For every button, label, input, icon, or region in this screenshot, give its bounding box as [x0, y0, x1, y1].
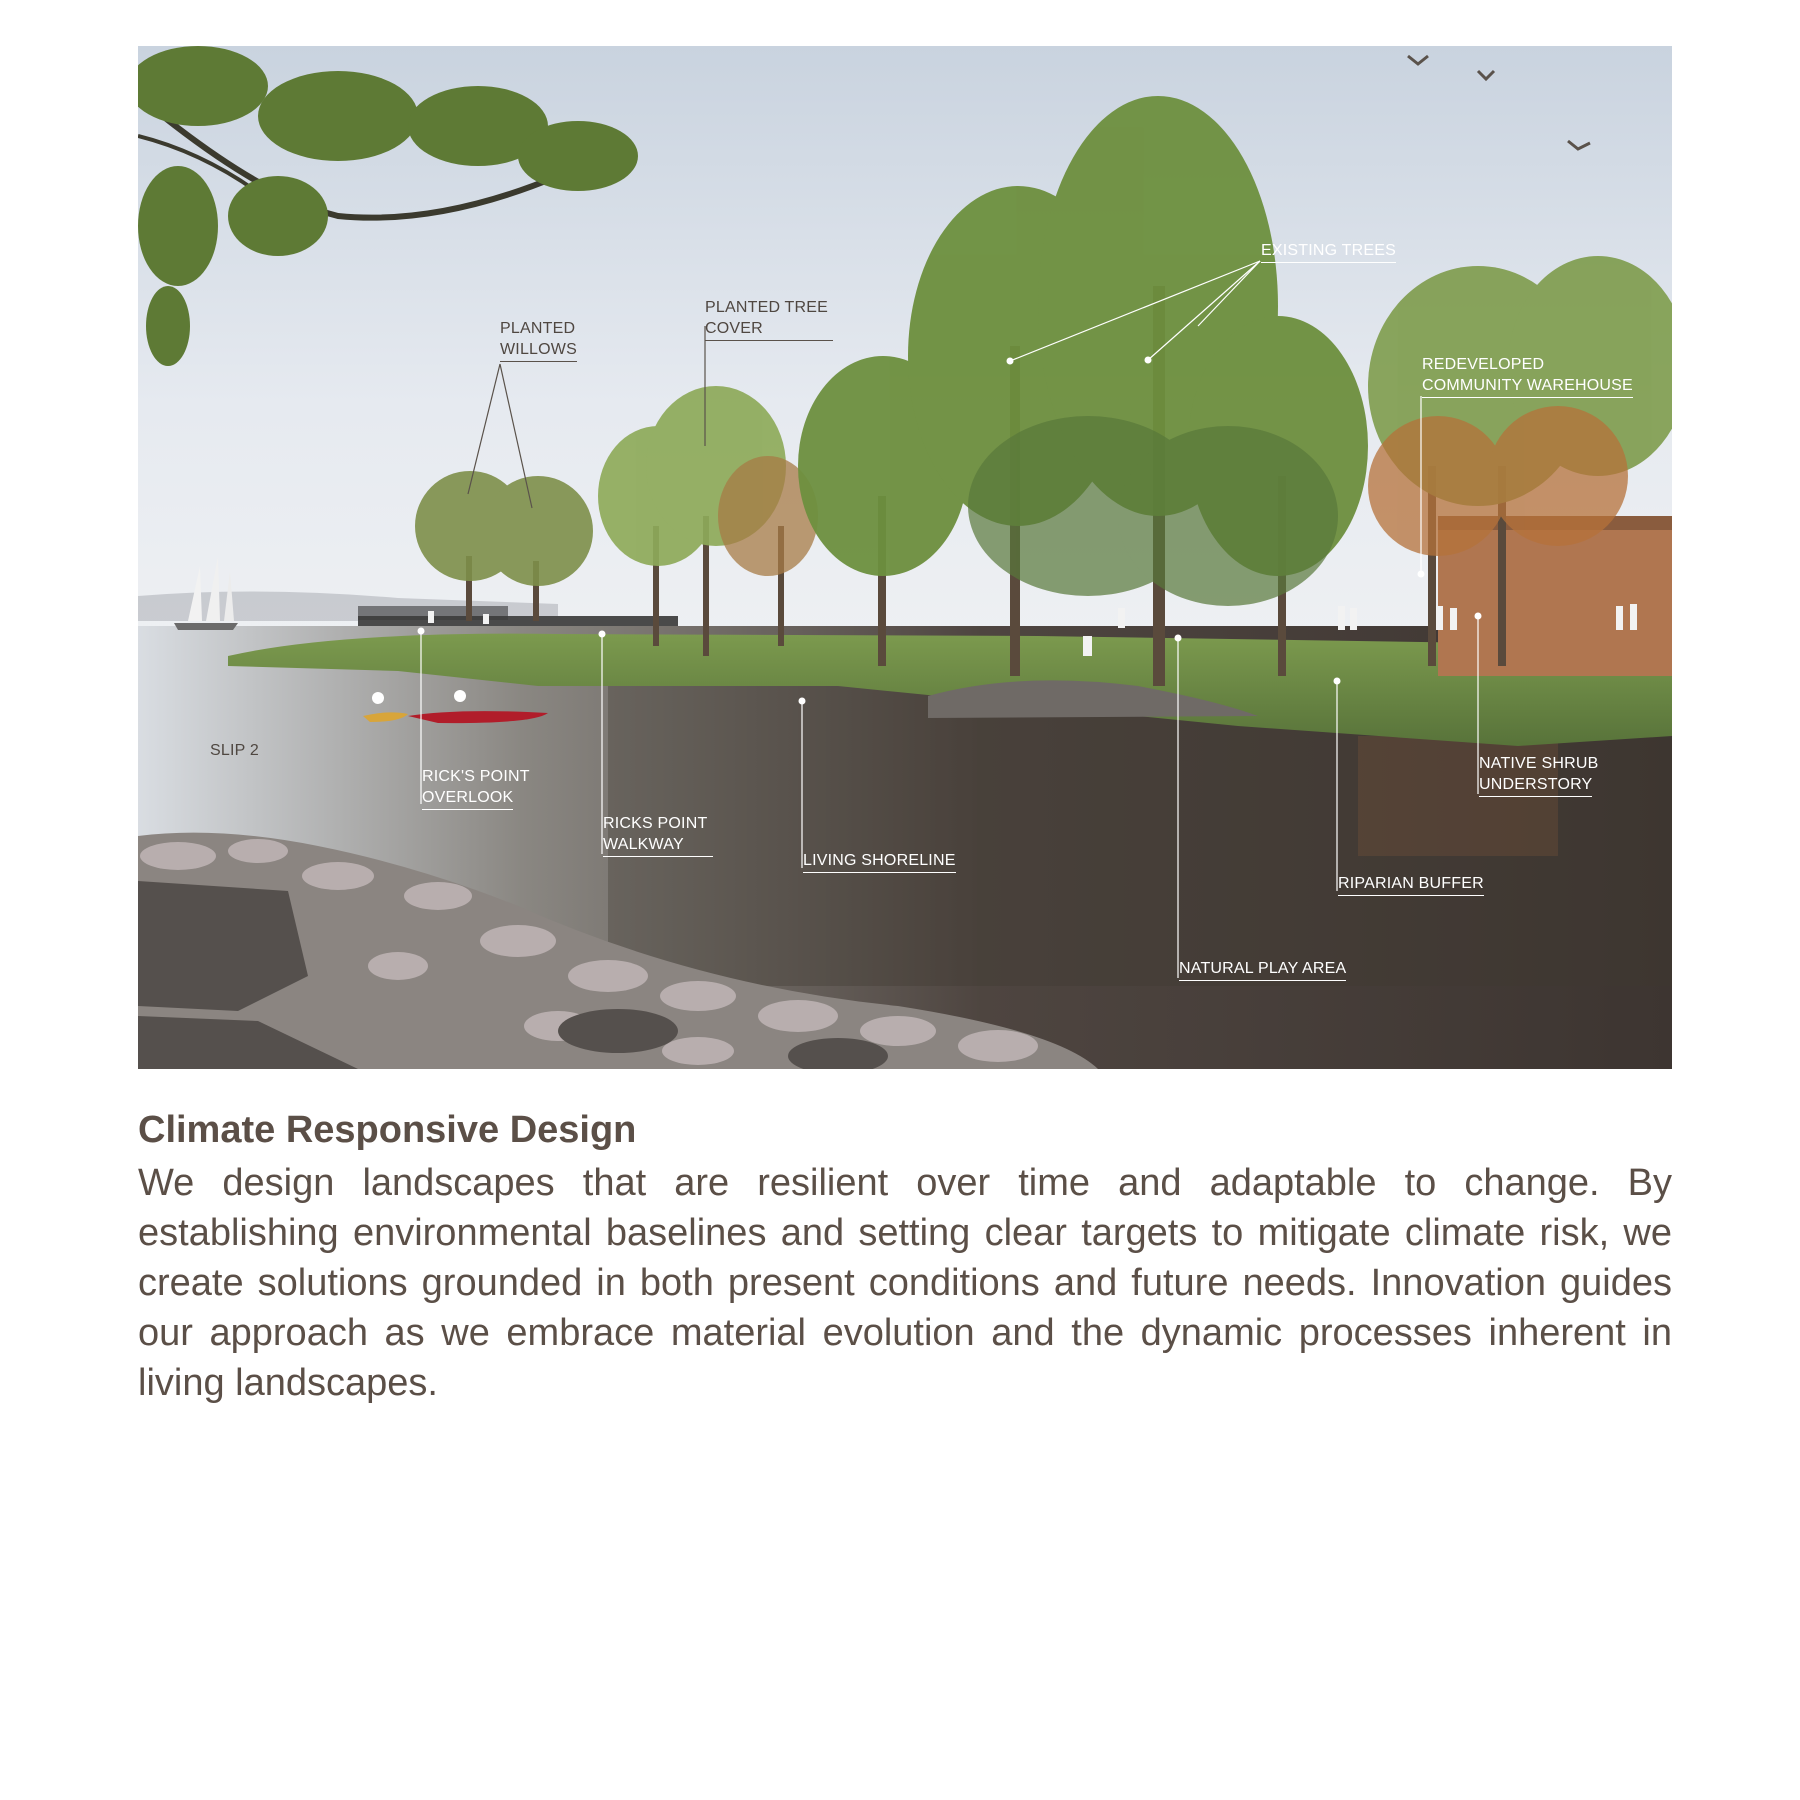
- caption-body: We design landscapes that are resilient over time and adaptable to change. By establishing environmental baselines and setting clear targets to mitigate climate risk, we create solutions grounded in both present conditions and future needs. Innovation guides our approach as we embrace material evolution and the dynamic processes inherent in living landscapes.: [138, 1162, 1672, 1404]
- callout-existing-trees: [1261, 240, 1396, 263]
- callout-line-2: UNDERSTORY: [1479, 774, 1592, 797]
- callout-natural-play-area: [1179, 958, 1346, 981]
- callout-line-1: PLANTED TREE: [705, 299, 829, 316]
- callout-line-2: WILLOWS: [500, 339, 577, 362]
- callout-native-shrub: [1479, 753, 1598, 797]
- landscape-illustration: [138, 46, 1672, 1069]
- callout-line-1: RICK'S POINT: [422, 768, 530, 785]
- waterfront-rendering: [138, 46, 1672, 1069]
- callout-text: SLIP 2: [210, 742, 259, 759]
- callout-planted-willows: [500, 318, 577, 362]
- callout-ricks-point-walkway: [603, 813, 713, 857]
- callout-text: EXISTING TREES: [1261, 240, 1396, 263]
- callout-living-shoreline: [803, 850, 956, 873]
- callout-slip: [210, 740, 259, 761]
- callout-line-2: WALKWAY: [603, 834, 713, 857]
- callout-text: NATURAL PLAY AREA: [1179, 958, 1346, 981]
- callout-ricks-point-overlook: [422, 766, 530, 810]
- caption-heading: Climate Responsive Design: [138, 1109, 637, 1151]
- callout-line-1: REDEVELOPED: [1422, 356, 1545, 373]
- callout-line-1: PLANTED: [500, 320, 576, 337]
- caption-block: [138, 1108, 1672, 1408]
- callout-text: RIPARIAN BUFFER: [1338, 873, 1484, 896]
- callout-line-2: OVERLOOK: [422, 787, 513, 810]
- callout-line-1: RICKS POINT: [603, 815, 708, 832]
- callout-line-2: COMMUNITY WAREHOUSE: [1422, 375, 1633, 398]
- callout-riparian-buffer: [1338, 873, 1484, 896]
- callout-line-2: COVER: [705, 318, 833, 341]
- callout-line-1: NATIVE SHRUB: [1479, 755, 1599, 772]
- callout-text: LIVING SHORELINE: [803, 850, 956, 873]
- callout-planted-tree-cover: [705, 297, 833, 341]
- callout-redeveloped-warehouse: [1422, 354, 1633, 398]
